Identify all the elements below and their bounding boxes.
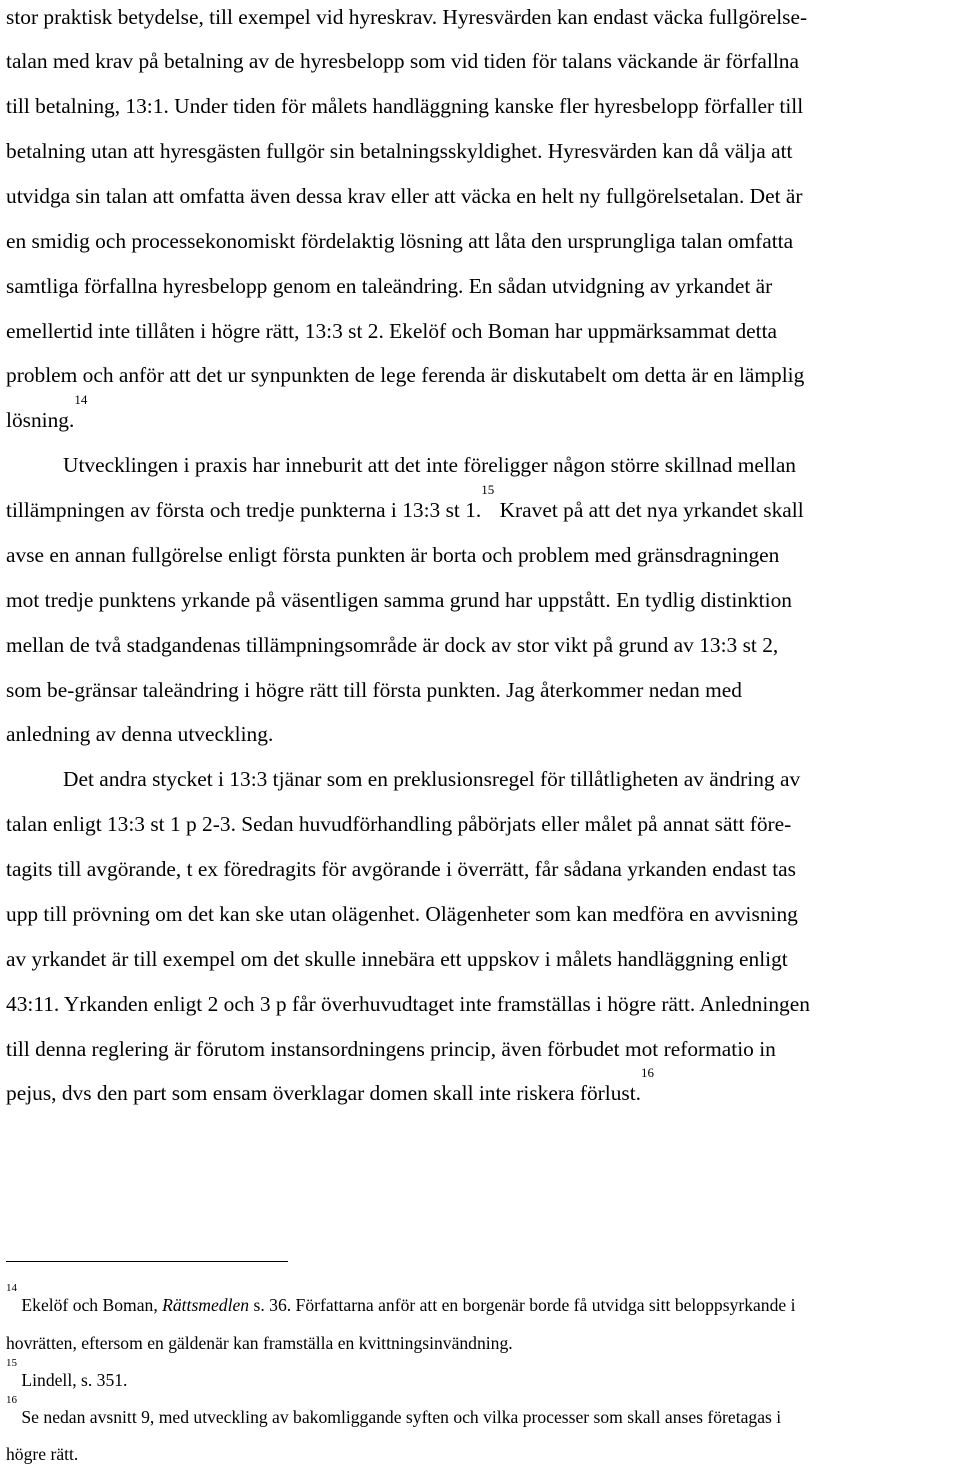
footnote-separator: [6, 1261, 288, 1262]
footnote-title: Rättsmedlen: [162, 1295, 250, 1315]
footnote-15: [6, 1357, 128, 1391]
body-line: Utvecklingen i praxis har inneburit att det inte föreligger någon större skillnad mellan: [63, 453, 797, 477]
body-line: [6, 392, 88, 433]
footnote-16-line2: högre rätt.: [6, 1444, 79, 1464]
body-line: problem och anför att det ur synpunkten de lege ferenda är diskutabelt om detta är en lämplig: [6, 363, 805, 387]
body-line: en smidig och processekonomiskt fördelaktig lösning att låta den ursprungliga talan omfatta: [6, 229, 794, 253]
body-line: som be-gränsar taleändring i högre rätt till första punkten. Jag återkommer nedan med: [6, 678, 742, 702]
body-line: [6, 482, 804, 523]
body-line: avse en annan fullgörelse enligt första punkten är borta och problem med gränsdragningen: [6, 543, 780, 567]
footnote-14: [6, 1282, 796, 1316]
footnote-ref-15[interactable]: 15: [481, 482, 495, 497]
body-line: till betalning, 13:1. Under tiden för målets handläggning kanske fler hyresbelopp förfaller till: [6, 94, 804, 118]
body-text: Kravet på att det nya yrkandet skall: [494, 498, 804, 522]
footnote-14-line2: hovrätten, eftersom en gäldenär kan framställa en kvittningsinvändning.: [6, 1333, 513, 1353]
body-text: lösning.: [6, 408, 75, 432]
body-line: talan med krav på betalning av de hyresbelopp som vid tiden för talans väckande är förfallna: [6, 49, 799, 73]
body-line: mellan de två stadgandenas tillämpningsområde är dock av stor vikt på grund av 13:3 st 2,: [6, 633, 779, 657]
body-line: talan enligt 13:3 st 1 p 2-3. Sedan huvudförhandling påbörjats eller målet på annat sätt före-: [6, 812, 792, 836]
body-text: tillämpningen av första och tredje punkterna i 13:3 st 1.: [6, 498, 482, 522]
body-line: utvidga sin talan att omfatta även dessa krav eller att väcka en helt ny fullgörelsetalan. Det är: [6, 184, 803, 208]
footnote-ref-14[interactable]: 14: [74, 392, 88, 407]
footnote-16: [6, 1394, 782, 1428]
body-line: tagits till avgörande, t ex föredragits för avgörande i överrätt, får sådana yrkanden endast tas: [6, 857, 796, 881]
body-line: mot tredje punktens yrkande på väsentligen samma grund har uppstått. En tydlig distinktion: [6, 588, 792, 612]
footnote-number: 16: [6, 1394, 17, 1406]
body-line: betalning utan att hyresgästen fullgör sin betalningsskyldighet. Hyresvärden kan då välja att: [6, 139, 793, 163]
body-line: 43:11. Yrkanden enligt 2 och 3 p får överhuvudtaget inte framställas i högre rätt. Anledningen: [6, 992, 810, 1016]
footnote-text: Se nedan avsnitt 9, med utveckling av bakomliggande syften och vilka processer som skall anses företagas i: [17, 1407, 782, 1427]
body-text: pejus, dvs den part som ensam överklagar domen skall inte riskera förlust.: [6, 1081, 642, 1105]
body-line: anledning av denna utveckling.: [6, 722, 274, 746]
body-line: av yrkandet är till exempel om det skulle innebära ett uppskov i målets handläggning enligt: [6, 947, 788, 971]
footnote-number: 14: [6, 1282, 17, 1294]
footnote-ref-16[interactable]: 16: [641, 1065, 655, 1080]
body-line: till denna reglering är förutom instansordningens princip, även förbudet mot reformatio in: [6, 1037, 776, 1061]
body-line: Det andra stycket i 13:3 tjänar som en preklusionsregel för tillåtligheten av ändring av: [63, 767, 801, 791]
footnote-text: Ekelöf och Boman,: [17, 1295, 163, 1315]
body-line: upp till prövning om det kan ske utan olägenhet. Olägenheter som kan medföra en avvisning: [6, 902, 798, 926]
body-line: stor praktisk betydelse, till exempel vid hyreskrav. Hyresvärden kan endast väcka fullgörelse-: [6, 5, 808, 29]
body-line: emellertid inte tillåten i högre rätt, 13:3 st 2. Ekelöf och Boman har uppmärksammat detta: [6, 319, 778, 343]
body-line: [6, 1065, 655, 1106]
footnote-text: s. 36. Författarna anför att en borgenär borde få utvidga sitt beloppsyrkande i: [249, 1295, 796, 1315]
footnote-number: 15: [6, 1357, 17, 1369]
footnote-text: Lindell, s. 351.: [17, 1370, 128, 1390]
body-line: samtliga förfallna hyresbelopp genom en taleändring. En sådan utvidgning av yrkandet är: [6, 274, 773, 298]
